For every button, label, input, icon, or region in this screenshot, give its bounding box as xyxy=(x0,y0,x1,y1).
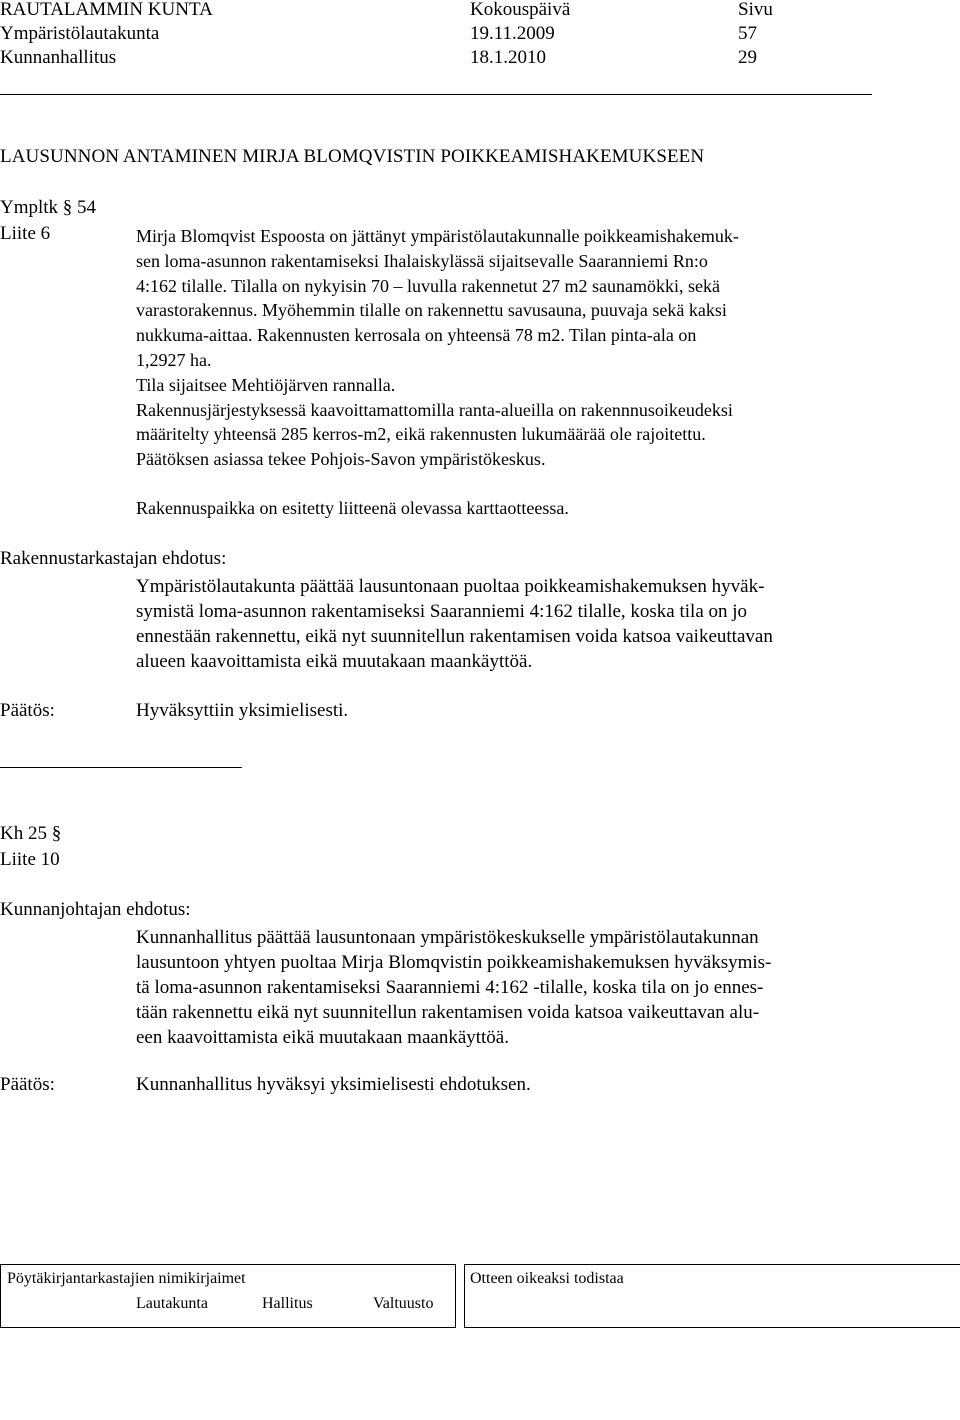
page-label: Sivu xyxy=(738,0,773,20)
section1-decision-label: Päätös: xyxy=(0,700,55,721)
header-page-1: 57 xyxy=(738,23,757,44)
proposal-line: een kaavoittamista eikä muutakaan maankäyttöä. xyxy=(136,1027,509,1048)
proposal-line: tään rakennettu eikä nyt suunnitellun rakentamisen voida katsoa vaikeuttavan alu- xyxy=(136,1002,760,1023)
section1-proposal xyxy=(136,574,773,674)
header-date-2: 18.1.2010 xyxy=(470,47,546,68)
organization-name: RAUTALAMMIN KUNTA xyxy=(0,0,213,20)
meeting-date-label: Kokouspäivä xyxy=(470,0,571,20)
section-divider xyxy=(0,767,242,768)
section2-proposal xyxy=(136,925,771,1050)
footer-column-valtuusto: Valtuusto xyxy=(373,1295,434,1312)
proposal-line: tä loma-asunnon rakentamiseksi Saaranniemi 4:162 -tilalle, koska tila on jo ennes- xyxy=(136,977,764,998)
body-line: 4:162 tilalle. Tilalla on nykyisin 70 – luvulla rakennetut 27 m2 saunamökki, sekä xyxy=(136,275,720,296)
header-body-1: Ympäristölautakunta xyxy=(0,23,160,44)
footer-column-hallitus: Hallitus xyxy=(262,1295,313,1312)
initials-label: Pöytäkirjantarkastajien nimikirjaimet xyxy=(7,1270,246,1287)
proposal-line: lausuntoon yhtyen puoltaa Mirja Blomqvistin poikkeamishakemuksen hyväksymis- xyxy=(136,952,772,973)
body-line: 1,2927 ha. xyxy=(136,349,212,370)
body-line: Tila sijaitsee Mehtiöjärven rannalla. xyxy=(136,374,396,395)
map-note: Rakennuspaikka on esitetty liitteenä olevassa karttaotteessa. xyxy=(136,498,569,518)
section1-decision: Hyväksyttiin yksimielisesti. xyxy=(136,700,349,721)
municipal-manager-proposal-label: Kunnanjohtajan ehdotus: xyxy=(0,899,191,920)
section1-ref: Ympltk § 54 xyxy=(0,197,97,218)
section2-ref: Kh 25 § xyxy=(0,823,62,844)
section1-attachment: Liite 6 xyxy=(0,223,51,244)
body-line: sen loma-asunnon rakentamiseksi Ihalaiskylässä sijaitsevalle Saaranniemi Rn:o xyxy=(136,250,708,271)
body-line: Rakennusjärjestyksessä kaavoittamattomilla ranta-alueilla on rakennnusoikeudeksi xyxy=(136,399,733,420)
body-line: määritelty yhteensä 285 kerros-m2, eikä rakennusten lukumäärää ole rajoitettu. xyxy=(136,424,706,445)
proposal-line: symistä loma-asunnon rakentamiseksi Saaranniemi 4:162 tilalle, koska tila on jo xyxy=(136,601,748,622)
building-inspector-proposal-label: Rakennustarkastajan ehdotus: xyxy=(0,548,227,569)
section2-decision-label: Päätös: xyxy=(0,1074,55,1095)
header-page-2: 29 xyxy=(738,47,757,68)
header-divider xyxy=(0,94,872,95)
body-line: Mirja Blomqvist Espoosta on jättänyt ympäristölautakunnalle poikkeamishakemuk- xyxy=(136,226,739,246)
proposal-line: Ympäristölautakunta päättää lausuntonaan puoltaa poikkeamishakemuksen hyväk- xyxy=(136,576,765,597)
body-line: Päätöksen asiassa tekee Pohjois-Savon ympäristökeskus. xyxy=(136,449,546,470)
header-body-2: Kunnanhallitus xyxy=(0,47,117,68)
certified-copy-label: Otteen oikeaksi todistaa xyxy=(470,1270,624,1287)
proposal-line: alueen kaavoittamista eikä muutakaan maankäyttöä. xyxy=(136,651,533,672)
header-date-1: 19.11.2009 xyxy=(470,23,555,44)
body-line: varastorakennus. Myöhemmin tilalle on rakennettu savusauna, puuvaja sekä kaksi xyxy=(136,300,727,321)
page-title: LAUSUNNON ANTAMINEN MIRJA BLOMQVISTIN POIKKEAMISHAKEMUKSEEN xyxy=(0,146,705,167)
section2-decision: Kunnanhallitus hyväksyi yksimielisesti ehdotuksen. xyxy=(136,1074,531,1095)
proposal-line: Kunnanhallitus päättää lausuntonaan ympäristökeskukselle ympäristölautakunnan xyxy=(136,927,759,948)
body-line: nukkuma-aittaa. Rakennusten kerrosala on yhteensä 78 m2. Tilan pinta-ala on xyxy=(136,325,697,346)
footer-column-lautakunta: Lautakunta xyxy=(136,1295,208,1312)
section1-body xyxy=(136,224,739,472)
section2-attachment: Liite 10 xyxy=(0,849,60,870)
proposal-line: ennestään rakennettu, eikä nyt suunnitellun rakentamisen voida katsoa vaikeuttavan xyxy=(136,626,773,647)
